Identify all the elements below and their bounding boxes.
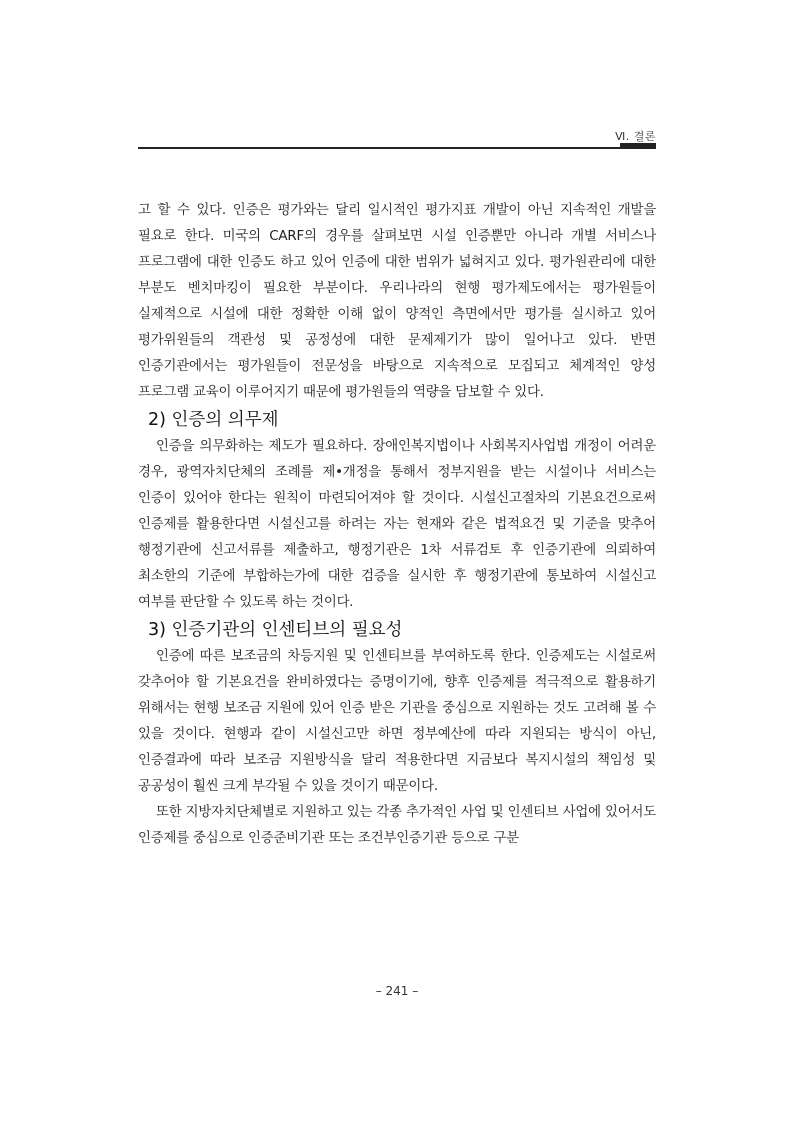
running-header: Ⅵ. 결론 (615, 130, 656, 143)
paragraph-mandatory-certification: 인증을 의무화하는 제도가 필요하다. 장애인복지법이나 사회복지사업법 개정이 어려운 경우, 광역자치단체의 조례를 제•개정을 통해서 정부지원을 받는 시설이나 서비스는 인증이 있어야 한다는 원칙이 마련되어져야 할 것이다. 시설신고절차의 기본요건으로써 인증제를 활용한다면 시설신고를 하려는 자는 현재와 같은 법적요건 및 기준을 맞추어 행정기관에 신고서류를 제출하고, 행정기관은 1차 서류검토 후 인증기관에 의뢰하여 최소한의 기준에 부합하는가에 대한 검증을 실시한 후 행정기관에 통보하여 시설신고 여부를 판단할 수 있도록 하는 것이다. (138, 439, 656, 610)
paragraph-local-government: 또한 지방자치단체별로 지원하고 있는 각종 추가적인 사업 및 인센티브 사업에 있어서도 인증제를 중심으로 인증준비기관 또는 조건부인증기관 등으로 구분 (138, 805, 656, 846)
section-heading-mandatory-certification: 2) 인증의 의무제 (148, 410, 279, 430)
section-heading-incentives: 3) 인증기관의 인센티브의 필요성 (148, 620, 403, 640)
paragraph-incentives: 인증에 따른 보조금의 차등지원 및 인센티브를 부여하도록 한다. 인증제도는 시설로써 갖추어야 할 기본요건을 완비하였다는 증명이기에, 향후 인증제를 적극적으로 활용하기 위해서는 현행 보조금 지원에 있어 인증 받은 기관을 중심으로 지원하는 것도 고려해 볼 수 있을 것이다. 현행과 같이 시설신고만 하면 정부예산에 따라 지원되는 방식이 아닌, 인증결과에 따라 보조금 지원방식을 달리 적용한다면 지금보다 복지시설의 책임성 및 공공성이 훨씬 크게 부각될 수 있을 것이기 때문이다. (138, 649, 656, 794)
header-rule (138, 147, 656, 149)
paragraph-continued: 고 할 수 있다. 인증은 평가와는 달리 일시적인 평가지표 개발이 아닌 지속적인 개발을 필요로 한다. 미국의 CARF의 경우를 살펴보면 시설 인증뿐만 아니라 개별 서비스나 프로그램에 대한 인증도 하고 있어 인증에 대한 범위가 넓혀지고 있다. 평가원관리에 대한 부분도 벤치마킹이 필요한 부분이다. 우리나라의 현행 평가제도에서는 평가원들이 실제적으로 시설에 대한 정확한 이해 없이 양적인 측면에서만 평가를 실시하고 있어 평가위원들의 객관성 및 공정성에 대한 문제제기가 많이 일어나고 있다. 반면 인증기관에서는 평가원들이 전문성을 바탕으로 지속적으로 모집되고 체계적인 양성 프로그램 교육이 이루어지기 때문에 평가원들의 역량을 담보할 수 있다. (138, 203, 656, 400)
page-number: – 241 – (375, 984, 419, 998)
page-body (138, 198, 656, 852)
